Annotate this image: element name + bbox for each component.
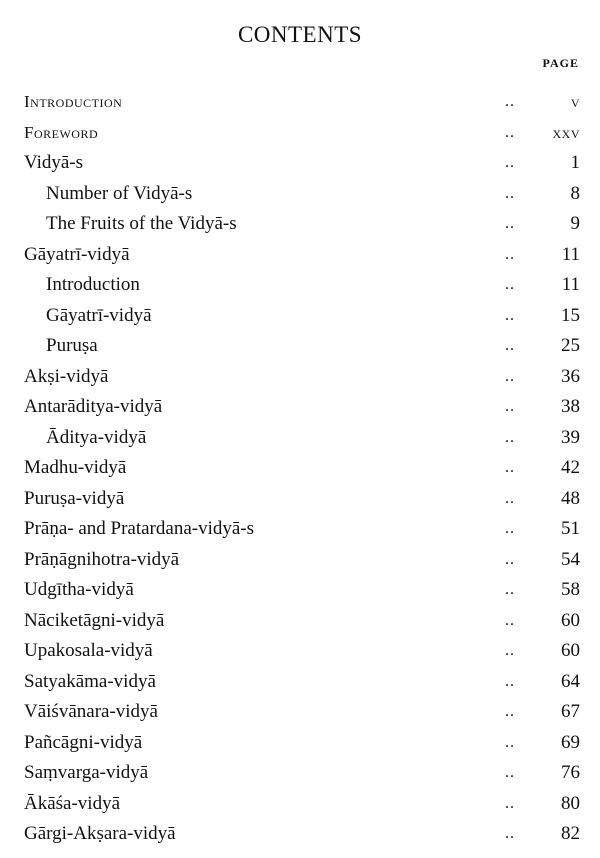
toc-entry-label: Introduction bbox=[24, 92, 123, 111]
dot-leader: .. bbox=[505, 398, 515, 415]
toc-entry-label: Pañcāgni-vidyā bbox=[24, 731, 143, 753]
dot-leader: .. bbox=[505, 306, 515, 324]
toc-entry-prana-pratardana-vidyas[interactable] bbox=[0, 514, 600, 545]
toc-entry-page: 38 bbox=[561, 396, 580, 417]
dot-leader: .. bbox=[505, 611, 515, 629]
toc-entry-vaisvanara-vidya[interactable] bbox=[0, 697, 600, 728]
toc-entry-page: 8 bbox=[570, 182, 580, 204]
toc-entry-pranagnihotra-vidya[interactable] bbox=[0, 545, 600, 576]
dot-leader: .. bbox=[505, 276, 515, 293]
toc-entry-page: 1 bbox=[570, 152, 580, 173]
toc-entry-page: 60 bbox=[561, 640, 580, 661]
dot-leader: .. bbox=[505, 825, 515, 842]
toc-subentry-number-of-vidyas[interactable] bbox=[0, 179, 600, 210]
toc-entry-purusa-vidya[interactable] bbox=[0, 484, 600, 515]
dot-leader: .. bbox=[505, 794, 515, 812]
toc-subentry-aditya-vidya[interactable] bbox=[0, 423, 600, 454]
toc-entry-page: 69 bbox=[561, 731, 580, 753]
dot-leader: .. bbox=[505, 550, 515, 568]
toc-entry-label: Prāṇa- and Pratardana-vidyā-s bbox=[24, 518, 255, 539]
toc-entry-page: 11 bbox=[561, 243, 580, 265]
toc-entry-page: 39 bbox=[561, 426, 580, 448]
dot-leader: .. bbox=[505, 245, 515, 263]
toc-entry-aksi-vidya[interactable] bbox=[0, 362, 600, 393]
toc-entry-page: 15 bbox=[561, 304, 580, 326]
dot-leader: .. bbox=[505, 215, 515, 232]
toc-entry-label: Vidyā-s bbox=[24, 152, 84, 173]
toc-entry-satyakama-vidya[interactable] bbox=[0, 667, 600, 698]
toc-entry-label: Udgītha-vidyā bbox=[24, 579, 134, 600]
toc-entry-label: Puruṣa bbox=[46, 335, 98, 356]
toc-entry-page: 60 bbox=[561, 609, 580, 631]
table-of-contents bbox=[0, 87, 600, 850]
dot-leader: .. bbox=[505, 367, 515, 385]
toc-entry-page: v bbox=[570, 92, 580, 111]
dot-leader: .. bbox=[505, 123, 515, 141]
toc-entry-page: 67 bbox=[561, 701, 580, 722]
toc-entry-antaraditya-vidya[interactable] bbox=[0, 392, 600, 423]
toc-entry-gargi-aksara-vidya[interactable] bbox=[0, 819, 600, 850]
toc-entry-label: Āditya-vidyā bbox=[46, 426, 147, 448]
toc-entry-label: Nāciketāgni-vidyā bbox=[24, 609, 165, 631]
toc-entry-label: Madhu-vidyā bbox=[24, 457, 127, 478]
toc-entry-page: 58 bbox=[561, 579, 580, 600]
dot-leader: .. bbox=[505, 764, 515, 781]
toc-entry-label: Gārgi-Akṣara-vidyā bbox=[24, 823, 176, 844]
dot-leader: .. bbox=[505, 184, 515, 202]
toc-subentry-purusa[interactable] bbox=[0, 331, 600, 362]
toc-entry-label: Gāyatrī-vidyā bbox=[46, 304, 152, 326]
toc-entry-label: Puruṣa-vidyā bbox=[24, 487, 125, 509]
dot-leader: .. bbox=[505, 520, 515, 537]
toc-entry-upakosala-vidya[interactable] bbox=[0, 636, 600, 667]
toc-entry-udgitha-vidya[interactable] bbox=[0, 575, 600, 606]
page-column-label: PAGE bbox=[542, 56, 579, 70]
toc-entry-page: 82 bbox=[561, 823, 580, 844]
toc-entry-page: 48 bbox=[561, 487, 580, 509]
toc-entry-label: Upakosala-vidyā bbox=[24, 640, 153, 661]
dot-leader: .. bbox=[505, 581, 515, 598]
dot-leader: .. bbox=[505, 733, 515, 751]
toc-entry-page: 51 bbox=[561, 518, 580, 539]
toc-entry-label: Foreword bbox=[24, 122, 99, 142]
dot-leader: .. bbox=[505, 337, 515, 354]
dot-leader: .. bbox=[505, 642, 515, 659]
dot-leader: .. bbox=[505, 489, 515, 507]
toc-entry-page: 54 bbox=[561, 548, 580, 570]
toc-entry-page: xxv bbox=[552, 122, 580, 142]
toc-entry-label: Introduction bbox=[46, 274, 140, 295]
toc-entry-vidyas[interactable] bbox=[0, 148, 600, 179]
toc-subentry-introduction[interactable] bbox=[0, 270, 600, 301]
toc-subentry-gayatri-vidya[interactable] bbox=[0, 301, 600, 332]
toc-subentry-fruits-of-vidyas[interactable] bbox=[0, 209, 600, 240]
toc-entry-page: 9 bbox=[570, 213, 580, 234]
toc-entry-page: 11 bbox=[561, 274, 580, 295]
page-title: CONTENTS bbox=[237, 22, 363, 47]
dot-leader: .. bbox=[505, 93, 515, 110]
toc-entry-label: Satyakāma-vidyā bbox=[24, 670, 156, 692]
toc-entry-label: Gāyatrī-vidyā bbox=[24, 243, 130, 265]
toc-entry-samvarga-vidya[interactable] bbox=[0, 758, 600, 789]
dot-leader: .. bbox=[505, 703, 515, 720]
toc-entry-page: 25 bbox=[561, 335, 580, 356]
toc-entry-gayatri-vidya[interactable] bbox=[0, 240, 600, 271]
dot-leader: .. bbox=[505, 459, 515, 476]
toc-entry-page: 64 bbox=[561, 670, 580, 692]
toc-entry-page: 36 bbox=[561, 365, 580, 387]
toc-entry-label: Prāṇāgnihotra-vidyā bbox=[24, 548, 180, 570]
toc-entry-label: Number of Vidyā-s bbox=[46, 182, 193, 204]
toc-entry-akasa-vidya[interactable] bbox=[0, 789, 600, 820]
toc-entry-label: Ākāśa-vidyā bbox=[24, 792, 121, 814]
toc-entry-label: Vāiśvānara-vidyā bbox=[24, 701, 158, 722]
toc-entry-foreword[interactable] bbox=[0, 118, 600, 149]
toc-entry-label: The Fruits of the Vidyā-s bbox=[46, 213, 237, 234]
toc-entry-label: Antarāditya-vidyā bbox=[24, 396, 163, 417]
toc-entry-naciketagni-vidya[interactable] bbox=[0, 606, 600, 637]
dot-leader: .. bbox=[505, 672, 515, 690]
toc-entry-label: Akṣi-vidyā bbox=[24, 365, 109, 387]
toc-entry-page: 80 bbox=[561, 792, 580, 814]
toc-entry-madhu-vidya[interactable] bbox=[0, 453, 600, 484]
toc-entry-label: Saṃvarga-vidyā bbox=[24, 762, 149, 783]
toc-entry-page: 42 bbox=[561, 457, 580, 478]
toc-entry-page: 76 bbox=[561, 762, 580, 783]
dot-leader: .. bbox=[505, 154, 515, 171]
toc-entry-introduction[interactable] bbox=[0, 87, 600, 118]
toc-entry-pancagni-vidya[interactable] bbox=[0, 728, 600, 759]
dot-leader: .. bbox=[505, 428, 515, 446]
